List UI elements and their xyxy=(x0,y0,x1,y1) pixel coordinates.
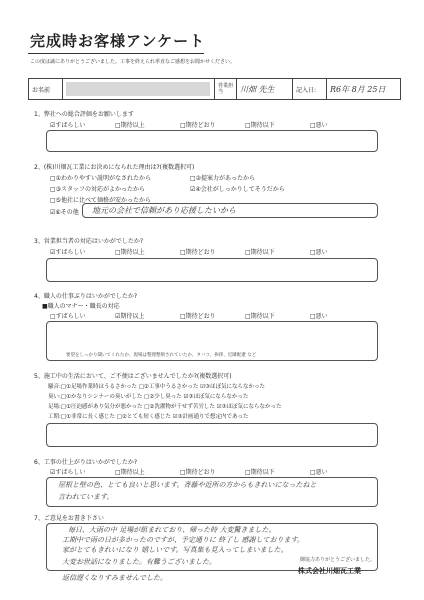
q3-opt-2[interactable]: □期待以上 xyxy=(115,249,145,256)
q3-comment-box[interactable] xyxy=(46,258,378,282)
q3-opt-3[interactable]: □期待どおり xyxy=(180,249,216,256)
q6-answer-line1: 屋根と壁の色、とても良いと思います。斉藤や近所の方からもきれいになったねと xyxy=(58,481,317,489)
thanks-text: 御協力ありがとうございました。 xyxy=(300,557,376,563)
q1-opt-4[interactable]: □期待以下 xyxy=(245,122,275,129)
q2-opt-3[interactable]: □③スタッフの対応がよかったから xyxy=(50,186,146,193)
q5-smell[interactable]: 臭い:□①かなりシンナーの臭いがした □②少し臭った ☑③ほぼ気にならなかった xyxy=(48,394,249,400)
q1-text: 1、弊社への総合評価をお願いします xyxy=(34,111,134,118)
staff-value[interactable]: 川畑 先生 xyxy=(237,79,293,99)
customer-info-box xyxy=(28,78,401,100)
q2-opt-1[interactable]: □①わかりやすい説明がなされたから xyxy=(50,175,152,182)
company-name: 株式会社川畑瓦工業 xyxy=(298,567,361,575)
q4-note: 要望をしっかり聞いてくれたか、現場は整理整頓されていたか、タバコ、挨拶、近隣配慮 など xyxy=(66,353,257,358)
q1-opt-3[interactable]: □期待どおり xyxy=(180,122,216,129)
q3-text: 3、営業担当者の対応はいかがでしたか? xyxy=(34,238,144,245)
q4-sub: ■職人のマナー・職長の対応 xyxy=(42,303,120,310)
date-label: 記入日: xyxy=(293,79,327,99)
q3-opt-5[interactable]: □悪い xyxy=(310,249,328,256)
title-underline xyxy=(28,53,204,54)
q4-opt-3[interactable]: □期待どおり xyxy=(180,313,216,320)
q2-opt-2[interactable]: □②提案力があったから xyxy=(190,175,255,182)
staff-label: 営業担当 xyxy=(215,79,237,99)
q6-text: 6、工事の仕上がりはいかがでしたか? xyxy=(34,459,138,466)
q6-opt-4[interactable]: □期待以下 xyxy=(245,469,275,476)
q5-scaffold[interactable]: 足場:□①圧迫感があり気分が悪かった □②洗濯物が干せず苦労した ☑③ほぼ気にならなかった xyxy=(48,404,282,410)
q6-opt-2[interactable]: □期待以上 xyxy=(115,469,145,476)
q1-opt-2[interactable]: □期待以上 xyxy=(115,122,145,129)
q1-comment-box[interactable] xyxy=(46,130,378,152)
q6-opt-5[interactable]: □悪い xyxy=(310,469,328,476)
name-redaction xyxy=(66,82,210,96)
q5-text: 5、施工中の生活において、ご不便はございませんでしたか?(複数選択可) xyxy=(34,373,232,380)
name-field[interactable] xyxy=(63,79,215,99)
q6-opt-3[interactable]: □期待どおり xyxy=(180,469,216,476)
q3-opt-1[interactable]: ☑すばらしい xyxy=(50,249,86,256)
q7-line1: 毎日、大雨の中 足場が組まれており、帰った時 大変驚きました。 xyxy=(68,526,276,534)
q2-opt-5[interactable]: □⑤他社に比べて価格が安かったから xyxy=(50,197,152,204)
q2-opt-other[interactable]: ☑⑥その他 xyxy=(50,209,79,216)
name-label: お名前 xyxy=(29,79,63,99)
q2-opt-4[interactable]: ☑④会社がしっかりしてそうだから xyxy=(190,186,285,193)
q5-comment-box[interactable] xyxy=(46,423,378,447)
q3-opt-4[interactable]: □期待以下 xyxy=(245,249,275,256)
q7-text: 7、ご意見をお書き下さい xyxy=(34,515,104,522)
q7-line3: 家がとてもきれいになり 嬉しいです。写真集も見入ってしまいました。 xyxy=(62,546,288,554)
page-title: 完成時お客様アンケート xyxy=(30,32,206,50)
q5-period[interactable]: 工期:□①非常に長く感じた □②とても短く感じた ☑③計画通りで想定内であった xyxy=(48,414,249,420)
q4-text: 4、職人の仕事ぶりはいかがでしたか? xyxy=(34,293,138,300)
q4-opt-1[interactable]: □すばらしい xyxy=(50,313,86,320)
q2-text: 2、(株)川畑瓦工業にお決めになられた理由は?(複数選択可) xyxy=(34,164,195,171)
q7-line5: 返信遅くなりすみませんでした。 xyxy=(62,574,167,582)
q4-opt-4[interactable]: □期待以下 xyxy=(245,313,275,320)
q2-other-text: 地元の会社で信頼があり応援したいから xyxy=(92,206,236,215)
q4-opt-2[interactable]: ☑期待以上 xyxy=(115,313,145,320)
q1-opt-1[interactable]: ☑すばらしい xyxy=(50,122,86,129)
q7-line4: 大変お世話になりました。有難うございました。 xyxy=(62,558,216,566)
q7-line2: 工期中で雨の日が多かったのですが、予定通りに 終了し 感謝しております。 xyxy=(62,536,304,544)
q6-opt-1[interactable]: ☑すばらしい xyxy=(50,469,86,476)
date-value[interactable]: R6年 8月 25日 xyxy=(330,84,386,94)
q1-opt-5[interactable]: □悪い xyxy=(310,122,328,129)
intro-text: この度は誠にありがとうございました。工事を終えられ率直なご感想をお聞かせください。 xyxy=(30,59,236,65)
q4-opt-5[interactable]: □悪い xyxy=(310,313,328,320)
q5-noise[interactable]: 騒音:□①足場作業時はうるさかった □②工事中うるさかった ☑③ほぼ気にならなかった xyxy=(48,384,265,390)
q6-answer-line2: 言われています。 xyxy=(58,493,114,501)
